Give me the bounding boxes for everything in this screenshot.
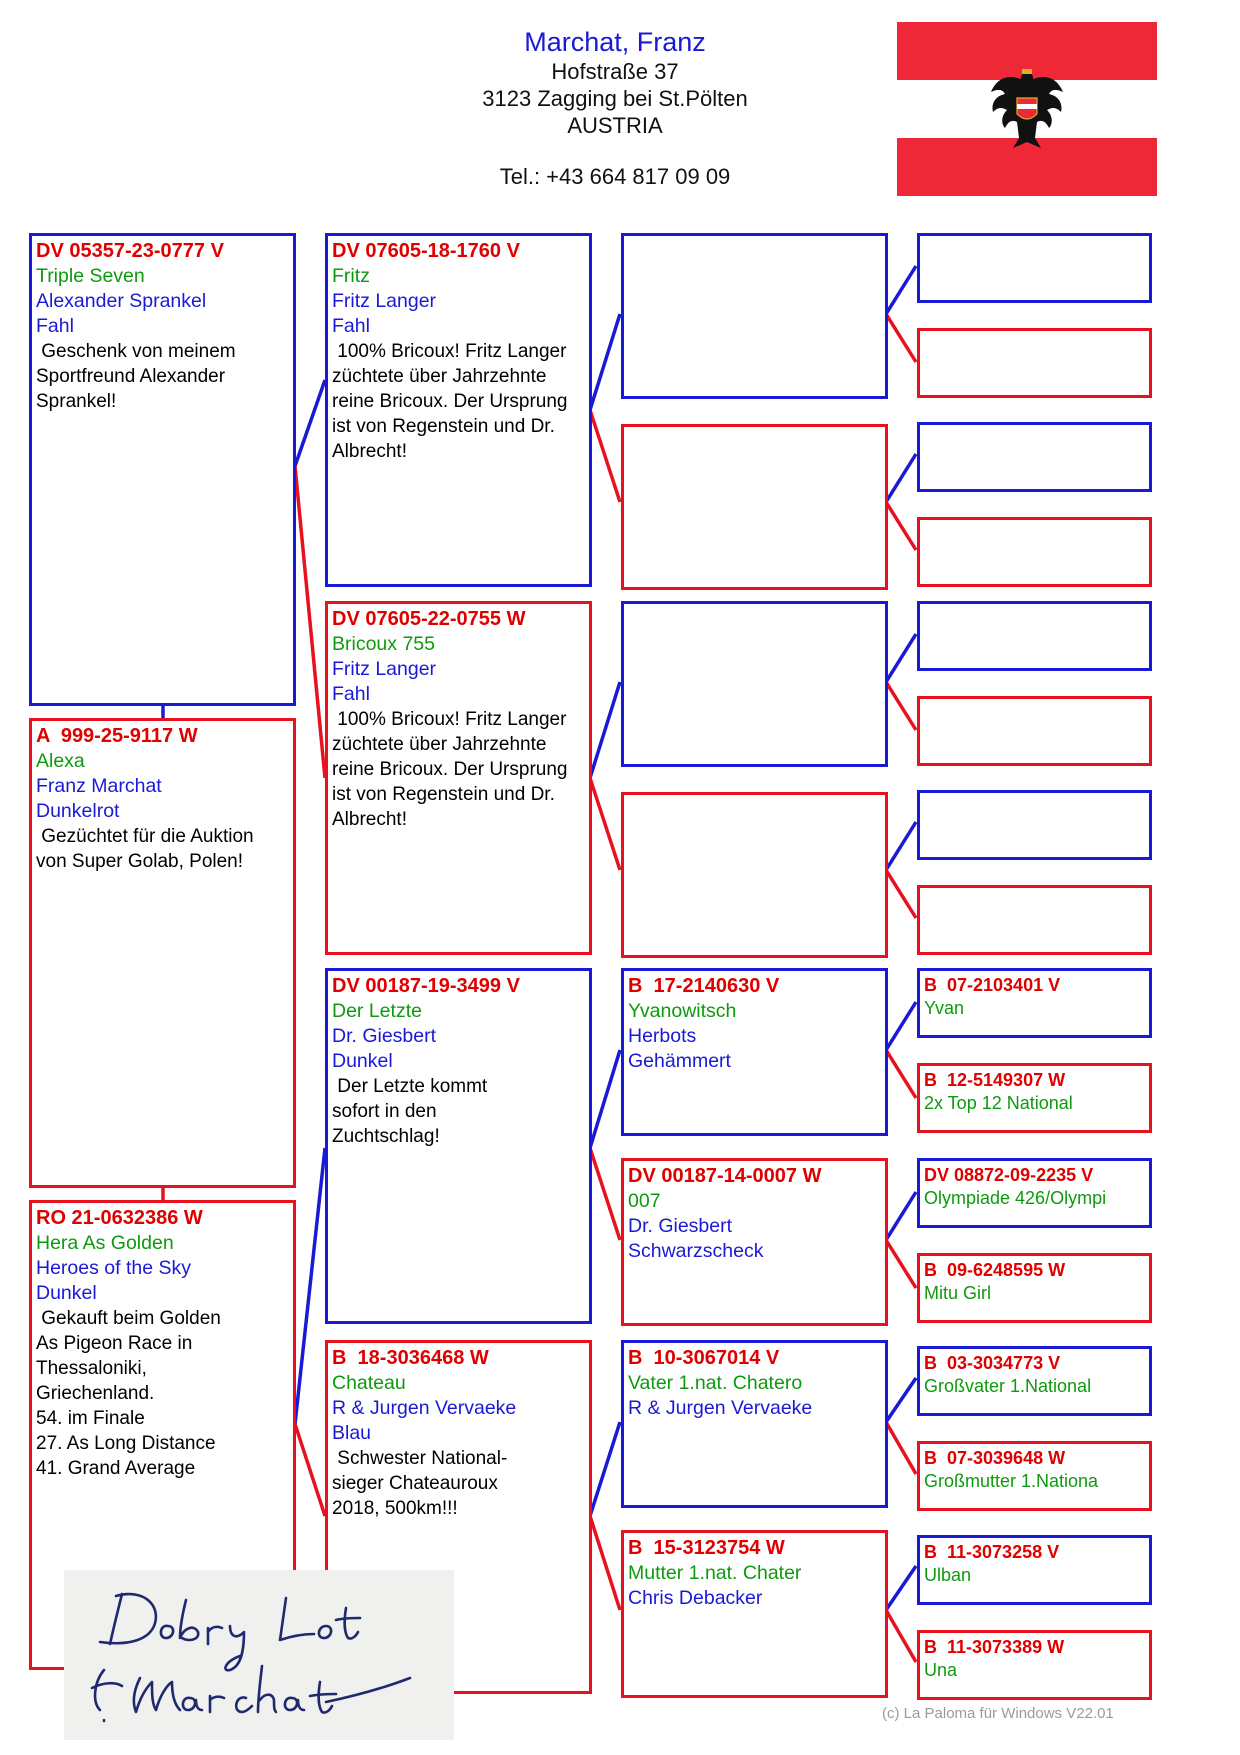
dam-color: Fahl xyxy=(332,683,370,705)
partner2-breeder: Heroes of the Sky xyxy=(36,1257,191,1279)
ancestor-card-g2 xyxy=(917,1063,1152,1133)
pigeon-breeder: Alexander Sprankel xyxy=(36,290,207,312)
partner-name: Alexa xyxy=(36,750,85,772)
grand-sire-sire-card xyxy=(621,233,888,399)
sire-breeder: Fritz Langer xyxy=(332,290,437,312)
ancestor-ring: B 07-2103401 V xyxy=(924,975,1061,995)
owner-city: 3123 Zagging bei St.Pölten xyxy=(482,86,748,111)
pigeon-notes: Geschenk von meinem Sportfreund Alexander Sprankel! xyxy=(36,341,236,412)
ancestor-card-empty xyxy=(917,696,1152,766)
grand-sire-dam-card xyxy=(621,424,888,590)
dam-card xyxy=(325,601,592,955)
partner-ring: A 999-25-9117 W xyxy=(36,725,198,747)
dam2-sire-breeder: R & Jurgen Vervaeke xyxy=(628,1397,813,1419)
ancestor-name: Mitu Girl xyxy=(924,1283,991,1303)
sire2-sire-card xyxy=(621,968,888,1136)
partner2-color: Dunkel xyxy=(36,1282,97,1304)
sire2-name: Der Letzte xyxy=(332,1000,422,1022)
pigeon-color: Fahl xyxy=(36,315,74,337)
sire2-sire-name: Yvanowitsch xyxy=(628,1000,737,1022)
dam-breeder: Fritz Langer xyxy=(332,658,437,680)
ancestor-card-g8 xyxy=(917,1630,1152,1700)
ancestor-ring: B 03-3034773 V xyxy=(924,1353,1061,1373)
dam-ring: DV 07605-22-0755 W xyxy=(332,608,526,630)
sire2-breeder: Dr. Giesbert xyxy=(332,1025,437,1047)
sire2-notes: Der Letzte kommt sofort in den Zuchtschlag! xyxy=(332,1076,488,1147)
ancestor-ring: DV 08872-09-2235 V xyxy=(924,1165,1094,1185)
dam2-sire-card xyxy=(621,1340,888,1508)
sire2-dam-color: Schwarzscheck xyxy=(628,1240,764,1262)
sire2-dam-name: 007 xyxy=(628,1190,661,1212)
sire-color: Fahl xyxy=(332,315,370,337)
owner-telephone: Tel.: +43 664 817 09 09 xyxy=(499,164,731,189)
partner-notes: Gezüchtet für die Auktion von Super Golab, Polen! xyxy=(36,826,254,872)
dam-name: Bricoux 755 xyxy=(332,633,435,655)
dam2-ring: B 18-3036468 W xyxy=(332,1347,489,1369)
partner2-notes: Gekauft beim Golden As Pigeon Race in Thessaloniki, Griechenland. 54. im Finale 27. As Long Distance 41. Grand Average xyxy=(36,1308,221,1479)
ancestor-ring: B 11-3073258 V xyxy=(924,1542,1060,1562)
ancestor-card-g3 xyxy=(917,1158,1152,1228)
dam2-dam-breeder: Chris Debacker xyxy=(628,1587,763,1609)
dam2-dam-card xyxy=(621,1530,888,1698)
ancestor-card-g5 xyxy=(917,1346,1152,1416)
sire-notes: 100% Bricoux! Fritz Langer züchtete über Jahrzehnte reine Bricoux. Der Ursprung ist von Regenstein und Dr. Albrecht! xyxy=(332,341,568,462)
ancestor-card-empty xyxy=(917,601,1152,671)
ancestor-name: Yvan xyxy=(924,998,965,1018)
ancestor-card-empty xyxy=(917,328,1152,398)
ancestor-name: Großvater 1.National xyxy=(924,1376,1092,1396)
owner-street: Hofstraße 37 xyxy=(551,59,679,84)
dam2-breeder: R & Jurgen Vervaeke xyxy=(332,1397,517,1419)
partner2-name: Hera As Golden xyxy=(36,1232,174,1254)
sire-ring: DV 07605-18-1760 V xyxy=(332,240,520,262)
software-footer: (c) La Paloma für Windows V22.01 xyxy=(882,1705,1114,1722)
sire-card xyxy=(325,233,592,587)
partner-color: Dunkelrot xyxy=(36,800,120,822)
pigeon-name: Triple Seven xyxy=(36,265,145,287)
sire2-sire-color: Gehämmert xyxy=(628,1050,731,1072)
sire2-card xyxy=(325,968,592,1324)
dam2-notes: Schwester National- sieger Chateauroux 2018, 500km!!! xyxy=(332,1448,508,1519)
sire2-ring: DV 00187-19-3499 V xyxy=(332,975,520,997)
dam-notes: 100% Bricoux! Fritz Langer züchtete über Jahrzehnte reine Bricoux. Der Ursprung ist von Regenstein und Dr. Albrecht! xyxy=(332,709,568,830)
ancestor-name: Ulban xyxy=(924,1565,972,1585)
ancestor-ring: B 12-5149307 W xyxy=(924,1070,1066,1090)
partner-card xyxy=(29,718,296,1188)
dam2-color: Blau xyxy=(332,1422,372,1444)
pigeon-ring: DV 05357-23-0777 V xyxy=(36,240,224,262)
ancestor-card-empty xyxy=(917,790,1152,860)
pigeon-card xyxy=(29,233,296,706)
ancestor-card-empty xyxy=(917,233,1152,303)
ancestor-card-empty xyxy=(917,517,1152,587)
signature-icon xyxy=(64,1570,454,1740)
ancestor-card-g1 xyxy=(917,968,1152,1038)
ancestor-name: 2x Top 12 National xyxy=(924,1093,1073,1113)
sire-name: Fritz xyxy=(332,265,370,287)
sire2-dam-card xyxy=(621,1158,888,1326)
sire2-sire-ring: B 17-2140630 V xyxy=(628,975,780,997)
partner2-ring: RO 21-0632386 W xyxy=(36,1207,203,1229)
grand-dam-dam-card xyxy=(621,792,888,958)
ancestor-card-empty xyxy=(917,885,1152,955)
signature-image xyxy=(64,1570,454,1740)
sire2-dam-ring: DV 00187-14-0007 W xyxy=(628,1165,822,1187)
grand-dam-sire-card xyxy=(621,601,888,767)
dam2-sire-ring: B 10-3067014 V xyxy=(628,1347,780,1369)
ancestor-ring: B 07-3039648 W xyxy=(924,1448,1066,1468)
partner-breeder: Franz Marchat xyxy=(36,775,162,797)
sire2-sire-breeder: Herbots xyxy=(628,1025,697,1047)
ancestor-ring: B 11-3073389 W xyxy=(924,1637,1065,1657)
ancestor-name: Olympiade 426/Olympi xyxy=(924,1188,1107,1208)
ancestor-ring: B 09-6248595 W xyxy=(924,1260,1066,1280)
owner-name: Marchat, Franz xyxy=(524,27,706,57)
ancestor-name: Großmutter 1.Nationa xyxy=(924,1471,1099,1491)
ancestor-card-empty xyxy=(917,422,1152,492)
dam2-name: Chateau xyxy=(332,1372,406,1394)
ancestor-card-g6 xyxy=(917,1441,1152,1511)
ancestor-card-g4 xyxy=(917,1253,1152,1323)
owner-country: AUSTRIA xyxy=(567,113,663,138)
dam2-sire-name: Vater 1.nat. Chatero xyxy=(628,1372,803,1394)
dam2-dam-ring: B 15-3123754 W xyxy=(628,1537,785,1559)
ancestor-card-g7 xyxy=(917,1535,1152,1605)
sire2-dam-breeder: Dr. Giesbert xyxy=(628,1215,733,1237)
sire2-color: Dunkel xyxy=(332,1050,393,1072)
ancestor-name: Una xyxy=(924,1660,958,1680)
dam2-dam-name: Mutter 1.nat. Chater xyxy=(628,1562,802,1584)
